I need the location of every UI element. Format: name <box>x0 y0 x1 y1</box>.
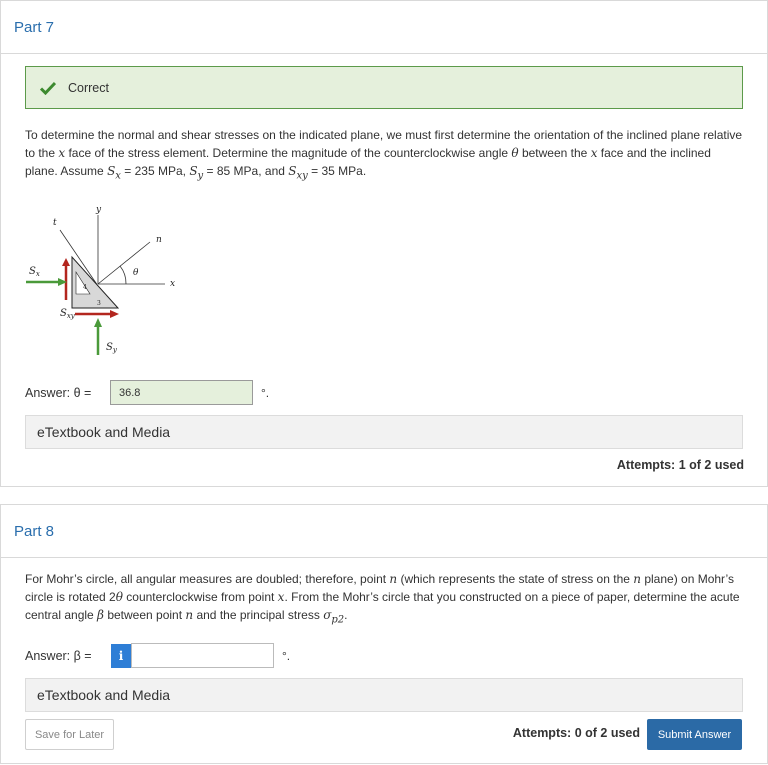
part-7-title: Part 7 <box>14 18 55 36</box>
degree-unit: °. <box>282 648 291 663</box>
svg-text:t: t <box>53 218 57 228</box>
part-8-question: For Mohr’s circle, all angular measures are doubled; therefore, point n (which represents the state of stress on the n plane) on Mohr’s circle is rotated 2θ counterclockwise from point x. From the Mohr’s circle that you constructed on a piece of paper, determine the acute central angle β between point n and the principal stress $\sigma_{p2}$. <box>25 572 740 626</box>
part-8-attempts: Attempts: 0 of 2 used <box>512 726 640 740</box>
answer-label: Answer: θ = <box>25 385 92 400</box>
checkmark-icon <box>40 81 56 95</box>
stress-element-diagram <box>20 200 190 365</box>
theta-answer-input[interactable] <box>110 380 253 405</box>
part-7-answer-row <box>25 380 269 405</box>
svg-text:Sxy: $S_{xy}$ <box>60 308 75 320</box>
svg-text:x: x <box>170 279 176 289</box>
svg-text:n: n <box>156 235 162 245</box>
correct-banner <box>25 66 743 109</box>
etextbook-media-button[interactable]: eTextbook and Media <box>25 678 743 712</box>
submit-answer-button[interactable]: Submit Answer <box>647 719 742 750</box>
svg-text:y: y <box>96 205 102 215</box>
svg-text:Sx: $S_x$ <box>29 266 40 278</box>
degree-unit: °. <box>261 385 270 400</box>
part-8-answer-row <box>25 643 290 668</box>
part-8-header <box>1 505 767 558</box>
part-7-question: To determine the normal and shear stresses on the indicated plane, we must first determine the orientation of the inclined plane relative to the x face of the stress element. Determine the magnitude of the counterclockwise angle θ between the x face and the inclined plane. Assume $S_x = 235$ MPa, $S_y = 85$ MPa, and $S_{xy} = 35$ MPa. <box>25 128 743 182</box>
answer-label: Answer: β = <box>25 648 92 663</box>
svg-text:4: 4 <box>83 284 87 291</box>
part-8-title: Part 8 <box>14 522 55 540</box>
correct-label: Correct <box>68 80 109 95</box>
save-for-later-button[interactable]: Save for Later <box>25 719 114 750</box>
svg-text:Sy: $S_y$ <box>106 342 117 354</box>
info-icon[interactable]: i <box>111 644 131 668</box>
svg-text:θ: θ <box>133 268 139 278</box>
svg-text:3: 3 <box>97 300 101 307</box>
etextbook-media-button[interactable]: eTextbook and Media <box>25 415 743 449</box>
beta-answer-input[interactable] <box>131 643 274 668</box>
part-7-attempts: Attempts: 1 of 2 used <box>616 458 744 472</box>
part-7-header <box>1 1 767 54</box>
